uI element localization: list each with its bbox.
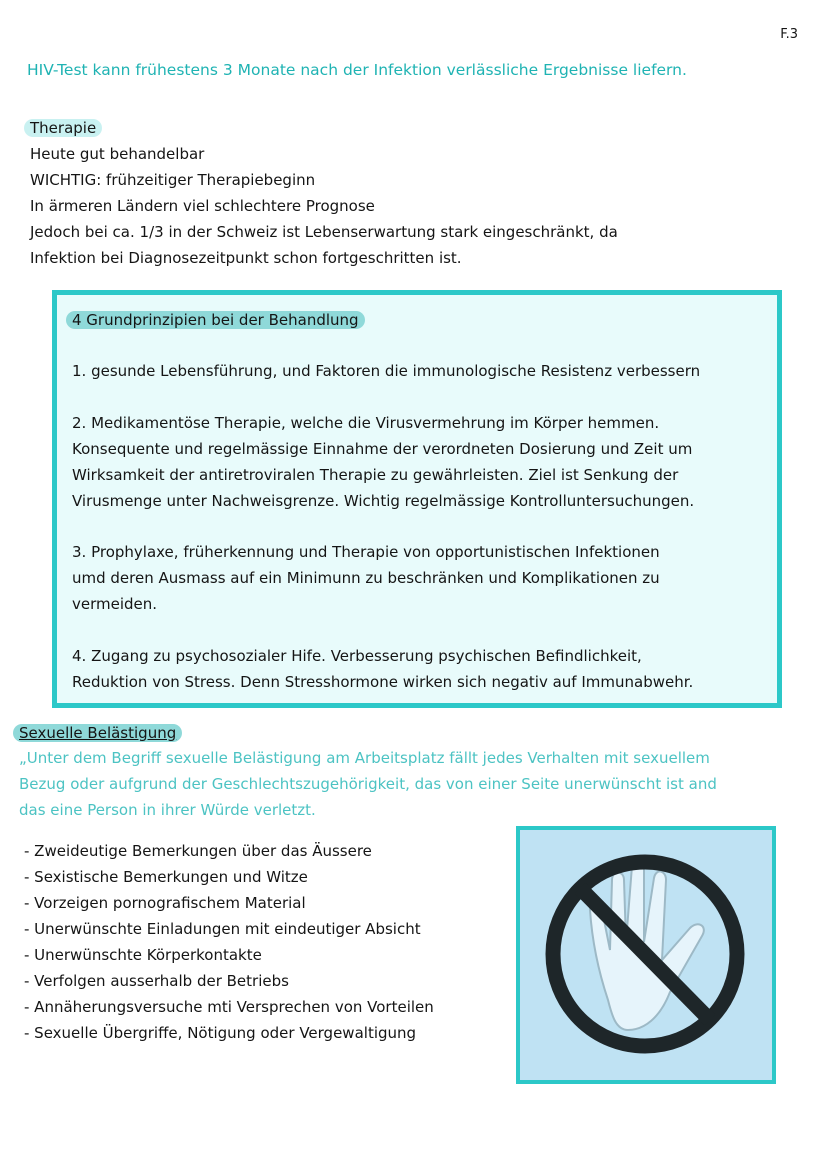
quote-line: das eine Person in ihrer Würde verletzt. — [19, 801, 316, 819]
list-item: - Sexistische Bemerkungen und Witze — [24, 868, 308, 886]
principle-line: umd deren Ausmass auf ein Minimunn zu beschränken und Komplikationen zu — [72, 569, 660, 587]
principles-heading: 4 Grundprinzipien bei der Behandlung — [66, 311, 365, 329]
stop-harassment-image — [516, 826, 776, 1084]
therapie-line: Heute gut behandelbar — [30, 145, 205, 163]
list-item: - Zweideutige Bemerkungen über das Äussere — [24, 842, 372, 860]
list-item: - Unerwünschte Einladungen mit eindeutiger Absicht — [24, 920, 421, 938]
no-hand-stop-icon — [520, 830, 772, 1080]
principle-line: vermeiden. — [72, 595, 158, 613]
therapie-line: WICHTIG: frühzeitiger Therapiebeginn — [30, 171, 316, 189]
principle-line: 4. Zugang zu psychosozialer Hife. Verbesserung psychischen Befindlichkeit, — [72, 647, 642, 665]
principle-line: Virusmenge unter Nachweisgrenze. Wichtig regelmässige Kontrolluntersuchungen. — [72, 492, 695, 510]
list-item: - Verfolgen ausserhalb der Betriebs — [24, 972, 289, 990]
list-item: - Vorzeigen pornografischem Material — [24, 894, 306, 912]
list-item: - Sexuelle Übergriffe, Nötigung oder Vergewaltigung — [24, 1024, 417, 1042]
principle-line: Reduktion von Stress. Denn Stresshormone wirken sich negativ auf Immunabwehr. — [72, 673, 694, 691]
principle-line: 1. gesunde Lebensführung, und Faktoren die immunologische Resistenz verbessern — [72, 362, 701, 380]
quote-line: Bezug oder aufgrund der Geschlechtszugehörigkeit, das von einer Seite unerwünscht ist and — [19, 775, 717, 793]
therapie-line: Infektion bei Diagnosezeitpunkt schon fortgeschritten ist. — [30, 249, 462, 267]
therapie-line: Jedoch bei ca. 1/3 in der Schweiz ist Lebenserwartung stark eingeschränkt, da — [30, 223, 618, 241]
list-item: - Annäherungsversuche mti Versprechen von Vorteilen — [24, 998, 434, 1016]
hiv-test-note: HIV-Test kann frühestens 3 Monate nach der Infektion verlässliche Ergebnisse liefern. — [27, 61, 687, 79]
page-number: F.3 — [780, 27, 798, 42]
list-item: - Unerwünschte Körperkontakte — [24, 946, 262, 964]
harassment-heading: Sexuelle Belästigung — [13, 724, 182, 742]
principle-line: Konsequente und regelmässige Einnahme der verordneten Dosierung und Zeit um — [72, 440, 693, 458]
therapie-heading: Therapie — [24, 119, 102, 137]
principle-line: 2. Medikamentöse Therapie, welche die Virusvermehrung im Körper hemmen. — [72, 414, 660, 432]
principle-line: Wirksamkeit der antiretroviralen Therapie zu gewährleisten. Ziel ist Senkung der — [72, 466, 679, 484]
therapie-line: In ärmeren Ländern viel schlechtere Prognose — [30, 197, 375, 215]
quote-line: „Unter dem Begriff sexuelle Belästigung am Arbeitsplatz fällt jedes Verhalten mit sexuellem — [19, 749, 710, 767]
principle-line: 3. Prophylaxe, früherkennung und Therapie von opportunistischen Infektionen — [72, 543, 660, 561]
